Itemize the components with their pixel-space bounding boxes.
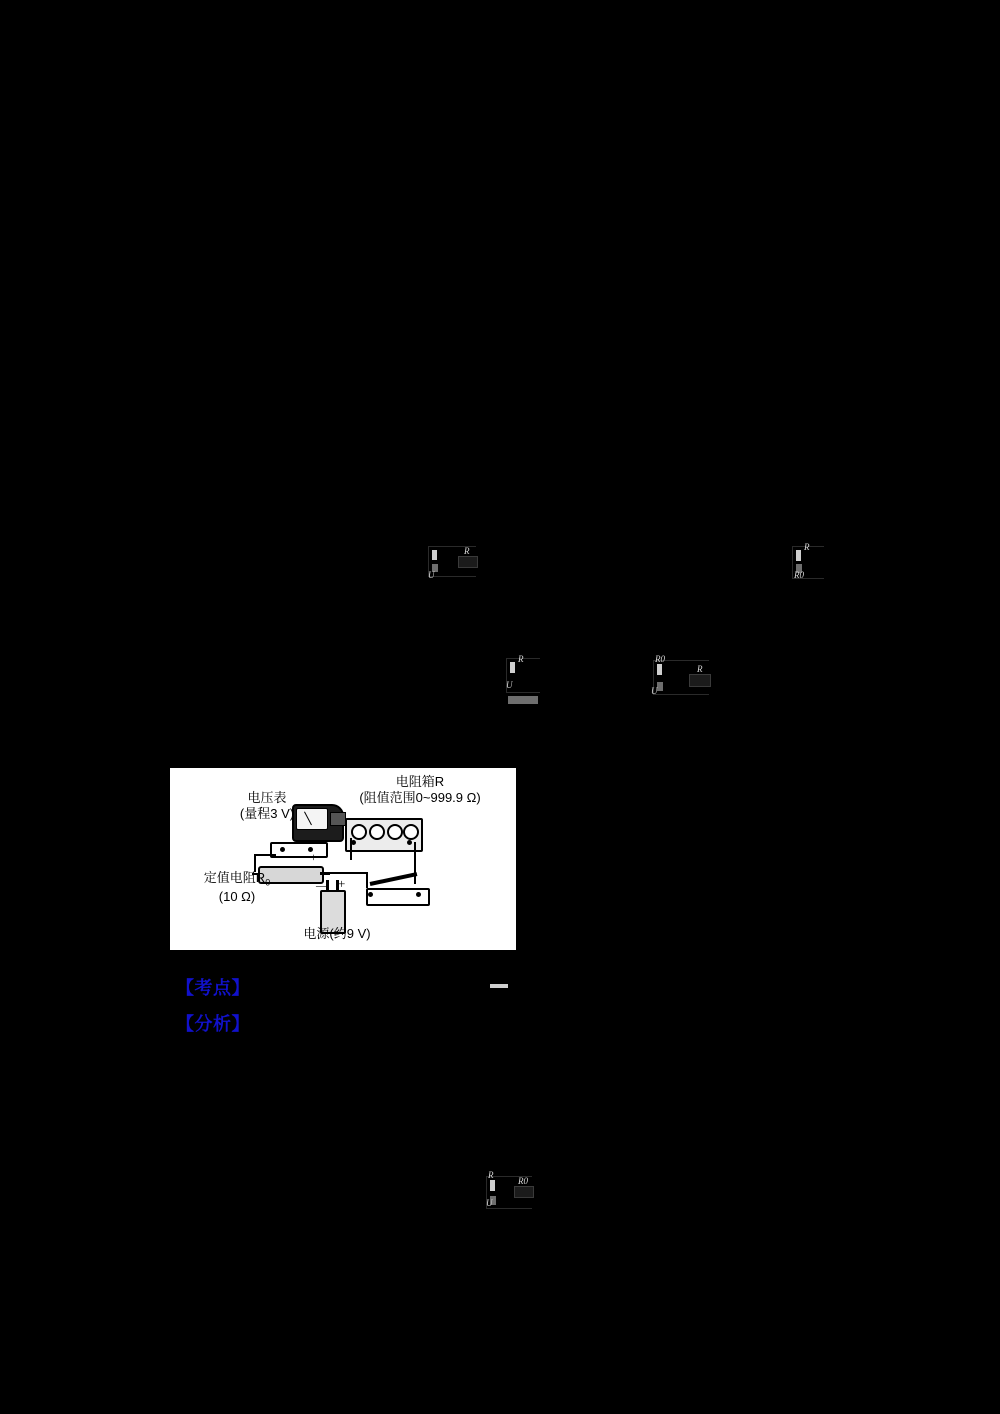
power-source-label-line1: 电源(约9 V) [303, 926, 371, 941]
component-highlight [796, 550, 801, 561]
fixed-resistor-label-line2: (10 Ω) [218, 888, 256, 904]
fixed-resistor-label [172, 870, 302, 905]
wire [414, 842, 416, 884]
heading-kaodian: 【考点】 [176, 978, 250, 998]
wire [350, 838, 352, 860]
fixed-resistor-label-line1: 定值电阻R [203, 870, 266, 885]
component-highlight [432, 550, 437, 560]
circuit-diagram-e [478, 1168, 548, 1222]
label-r: R [464, 546, 470, 556]
resistance-box-label-line1: 电阻箱R [395, 774, 445, 789]
resistor-symbol [689, 674, 711, 687]
circuit-diagram-b [788, 540, 836, 592]
component-highlight [510, 662, 515, 673]
voltmeter-label-line1: 电压表 [247, 790, 287, 805]
resistance-box-drawing [345, 818, 421, 852]
component-shadow [508, 696, 538, 704]
resistance-box-label-line2: (阻值范围0~999.9 Ω) [359, 790, 481, 806]
wire [428, 576, 476, 577]
wire [792, 546, 793, 578]
circuit-diagram-c [500, 652, 560, 710]
wire [320, 872, 368, 874]
resistance-box-label [330, 774, 510, 807]
wire [486, 1208, 532, 1209]
power-source-label [262, 926, 412, 942]
label-r0: R0 [655, 654, 665, 664]
voltmeter-label-line2: (量程3 V) [239, 806, 295, 822]
battery-plus-mark: + [338, 876, 346, 891]
label-u: U [651, 686, 658, 696]
label-r0: R0 [518, 1176, 528, 1186]
wire [254, 854, 276, 856]
label-r: R [488, 1170, 494, 1180]
circuit-diagram-d [645, 652, 727, 710]
label-r0: R0 [794, 570, 804, 580]
label-r: R [804, 542, 810, 552]
wire [366, 872, 368, 888]
circuit-diagram-a [420, 540, 490, 590]
label-u: U [506, 680, 513, 690]
voltmeter-plus-mark: + [310, 850, 317, 864]
voltmeter-label [212, 790, 322, 823]
wire [506, 692, 540, 693]
resistor-symbol [458, 556, 478, 568]
component-highlight [490, 1180, 495, 1191]
label-r: R [518, 654, 524, 664]
label-u: U [486, 1198, 493, 1208]
wire [653, 694, 709, 695]
switch-drawing [366, 880, 428, 902]
fixed-resistor-subscript: 0 [265, 877, 271, 888]
label-u: U [428, 570, 435, 580]
dash-artifact [490, 984, 508, 988]
label-r: R [697, 664, 703, 674]
voltmeter-terminal-strip [270, 842, 328, 858]
battery-minus-mark: — [316, 878, 328, 892]
component-highlight [657, 664, 662, 675]
experiment-apparatus-figure [170, 768, 516, 950]
heading-fenxi: 【分析】 [176, 1014, 250, 1034]
resistor-symbol [514, 1186, 534, 1198]
